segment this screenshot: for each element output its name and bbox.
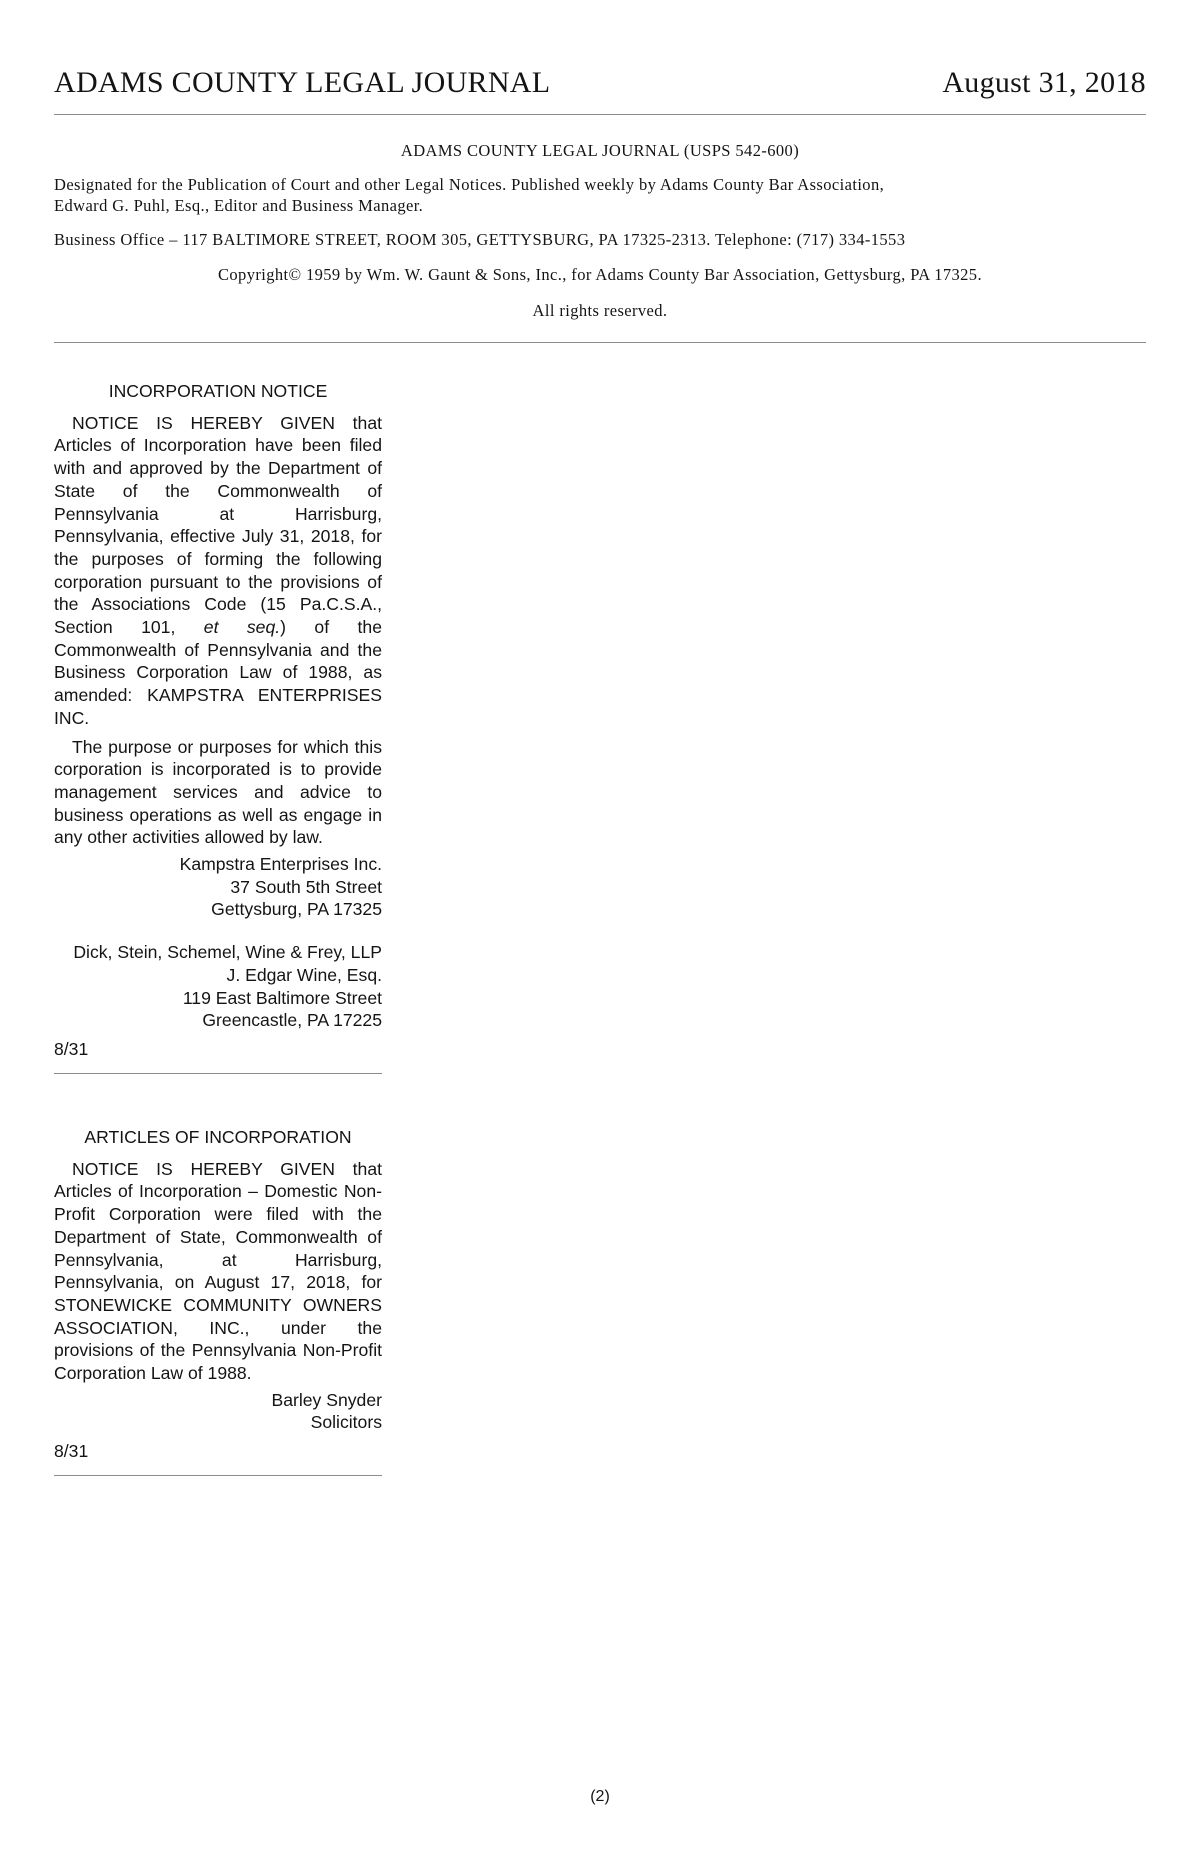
notice-heading: INCORPORATION NOTICE bbox=[108, 381, 328, 401]
publication-date: 8/31 bbox=[54, 1441, 89, 1462]
masthead-rule bbox=[54, 114, 1146, 115]
articles-notice bbox=[54, 1126, 382, 1476]
issue-date: August 31, 2018 bbox=[942, 66, 1146, 99]
notice-paragraph: NOTICE IS HEREBY GIVEN that Articles of Incorporation have been filed with and approved by the Department of State of the Commonwealth of Pennsylvania at Harrisburg, Pennsylvania, effective July 31, 2018, for the purposes of forming the following corporation pursuant to the provisions of the Associations Code (15 Pa.C.S.A., Section 101, et seq.) of the Commonwealth of Pennsylvania and the Business Corporation Law of 1988, as amended: KAMPSTRA ENTERPRISES INC. bbox=[54, 412, 382, 728]
journal-title: ADAMS COUNTY LEGAL JOURNAL bbox=[54, 66, 551, 99]
incorporation-notice bbox=[54, 380, 382, 1074]
business-office: Business Office – 117 BALTIMORE STREET, ROOM 305, GETTYSBURG, PA 17325-2313. Telephone: (717) 334-1553 bbox=[54, 230, 906, 249]
signature-block: Barley Snyder Solicitors bbox=[271, 1389, 382, 1433]
counsel-address: Dick, Stein, Schemel, Wine & Frey, LLP J. Edgar Wine, Esq. 119 East Baltimore Street Greencastle, PA 17225 bbox=[73, 942, 382, 1031]
rights-reserved: All rights reserved. bbox=[532, 301, 668, 320]
company-address: Kampstra Enterprises Inc. 37 South 5th Street Gettysburg, PA 17325 bbox=[179, 854, 382, 920]
notice-paragraph: The purpose or purposes for which this corporation is incorporated is to provide management services and advice to business operations as well as engage in any other activities allowed by law. bbox=[54, 736, 382, 848]
publication-date: 8/31 bbox=[54, 1038, 89, 1059]
designation-line-1: Designated for the Publication of Court and other Legal Notices. Published weekly by Adams County Bar Association, bbox=[54, 175, 885, 194]
designation-line-2: Edward G. Puhl, Esq., Editor and Business Manager. bbox=[54, 196, 424, 215]
pubinfo-rule bbox=[54, 342, 1146, 343]
notice-heading: ARTICLES OF INCORPORATION bbox=[84, 1127, 352, 1147]
page-number: (2) bbox=[590, 1788, 610, 1805]
masthead bbox=[54, 66, 1146, 100]
notice-rule bbox=[54, 1073, 382, 1074]
copyright: Copyright© 1959 by Wm. W. Gaunt & Sons, Inc., for Adams County Bar Association, Gettysburg, PA 17325. bbox=[218, 265, 982, 284]
notice-paragraph: NOTICE IS HEREBY GIVEN that Articles of Incorporation – Domestic Non-Profit Corporation were filed with the Department of State, Commonwealth of Pennsylvania, at Harrisburg, Pennsylvania, on August 17, 2018, for STONEWICKE COMMUNITY OWNERS ASSOCIATION, INC., under the provisions of the Pennsylvania Non-Profit Corporation Law of 1988. bbox=[54, 1158, 382, 1384]
pubinfo-designation bbox=[54, 174, 1146, 216]
pubinfo-heading: ADAMS COUNTY LEGAL JOURNAL (USPS 542-600) bbox=[400, 141, 800, 160]
notice-rule bbox=[54, 1475, 382, 1476]
